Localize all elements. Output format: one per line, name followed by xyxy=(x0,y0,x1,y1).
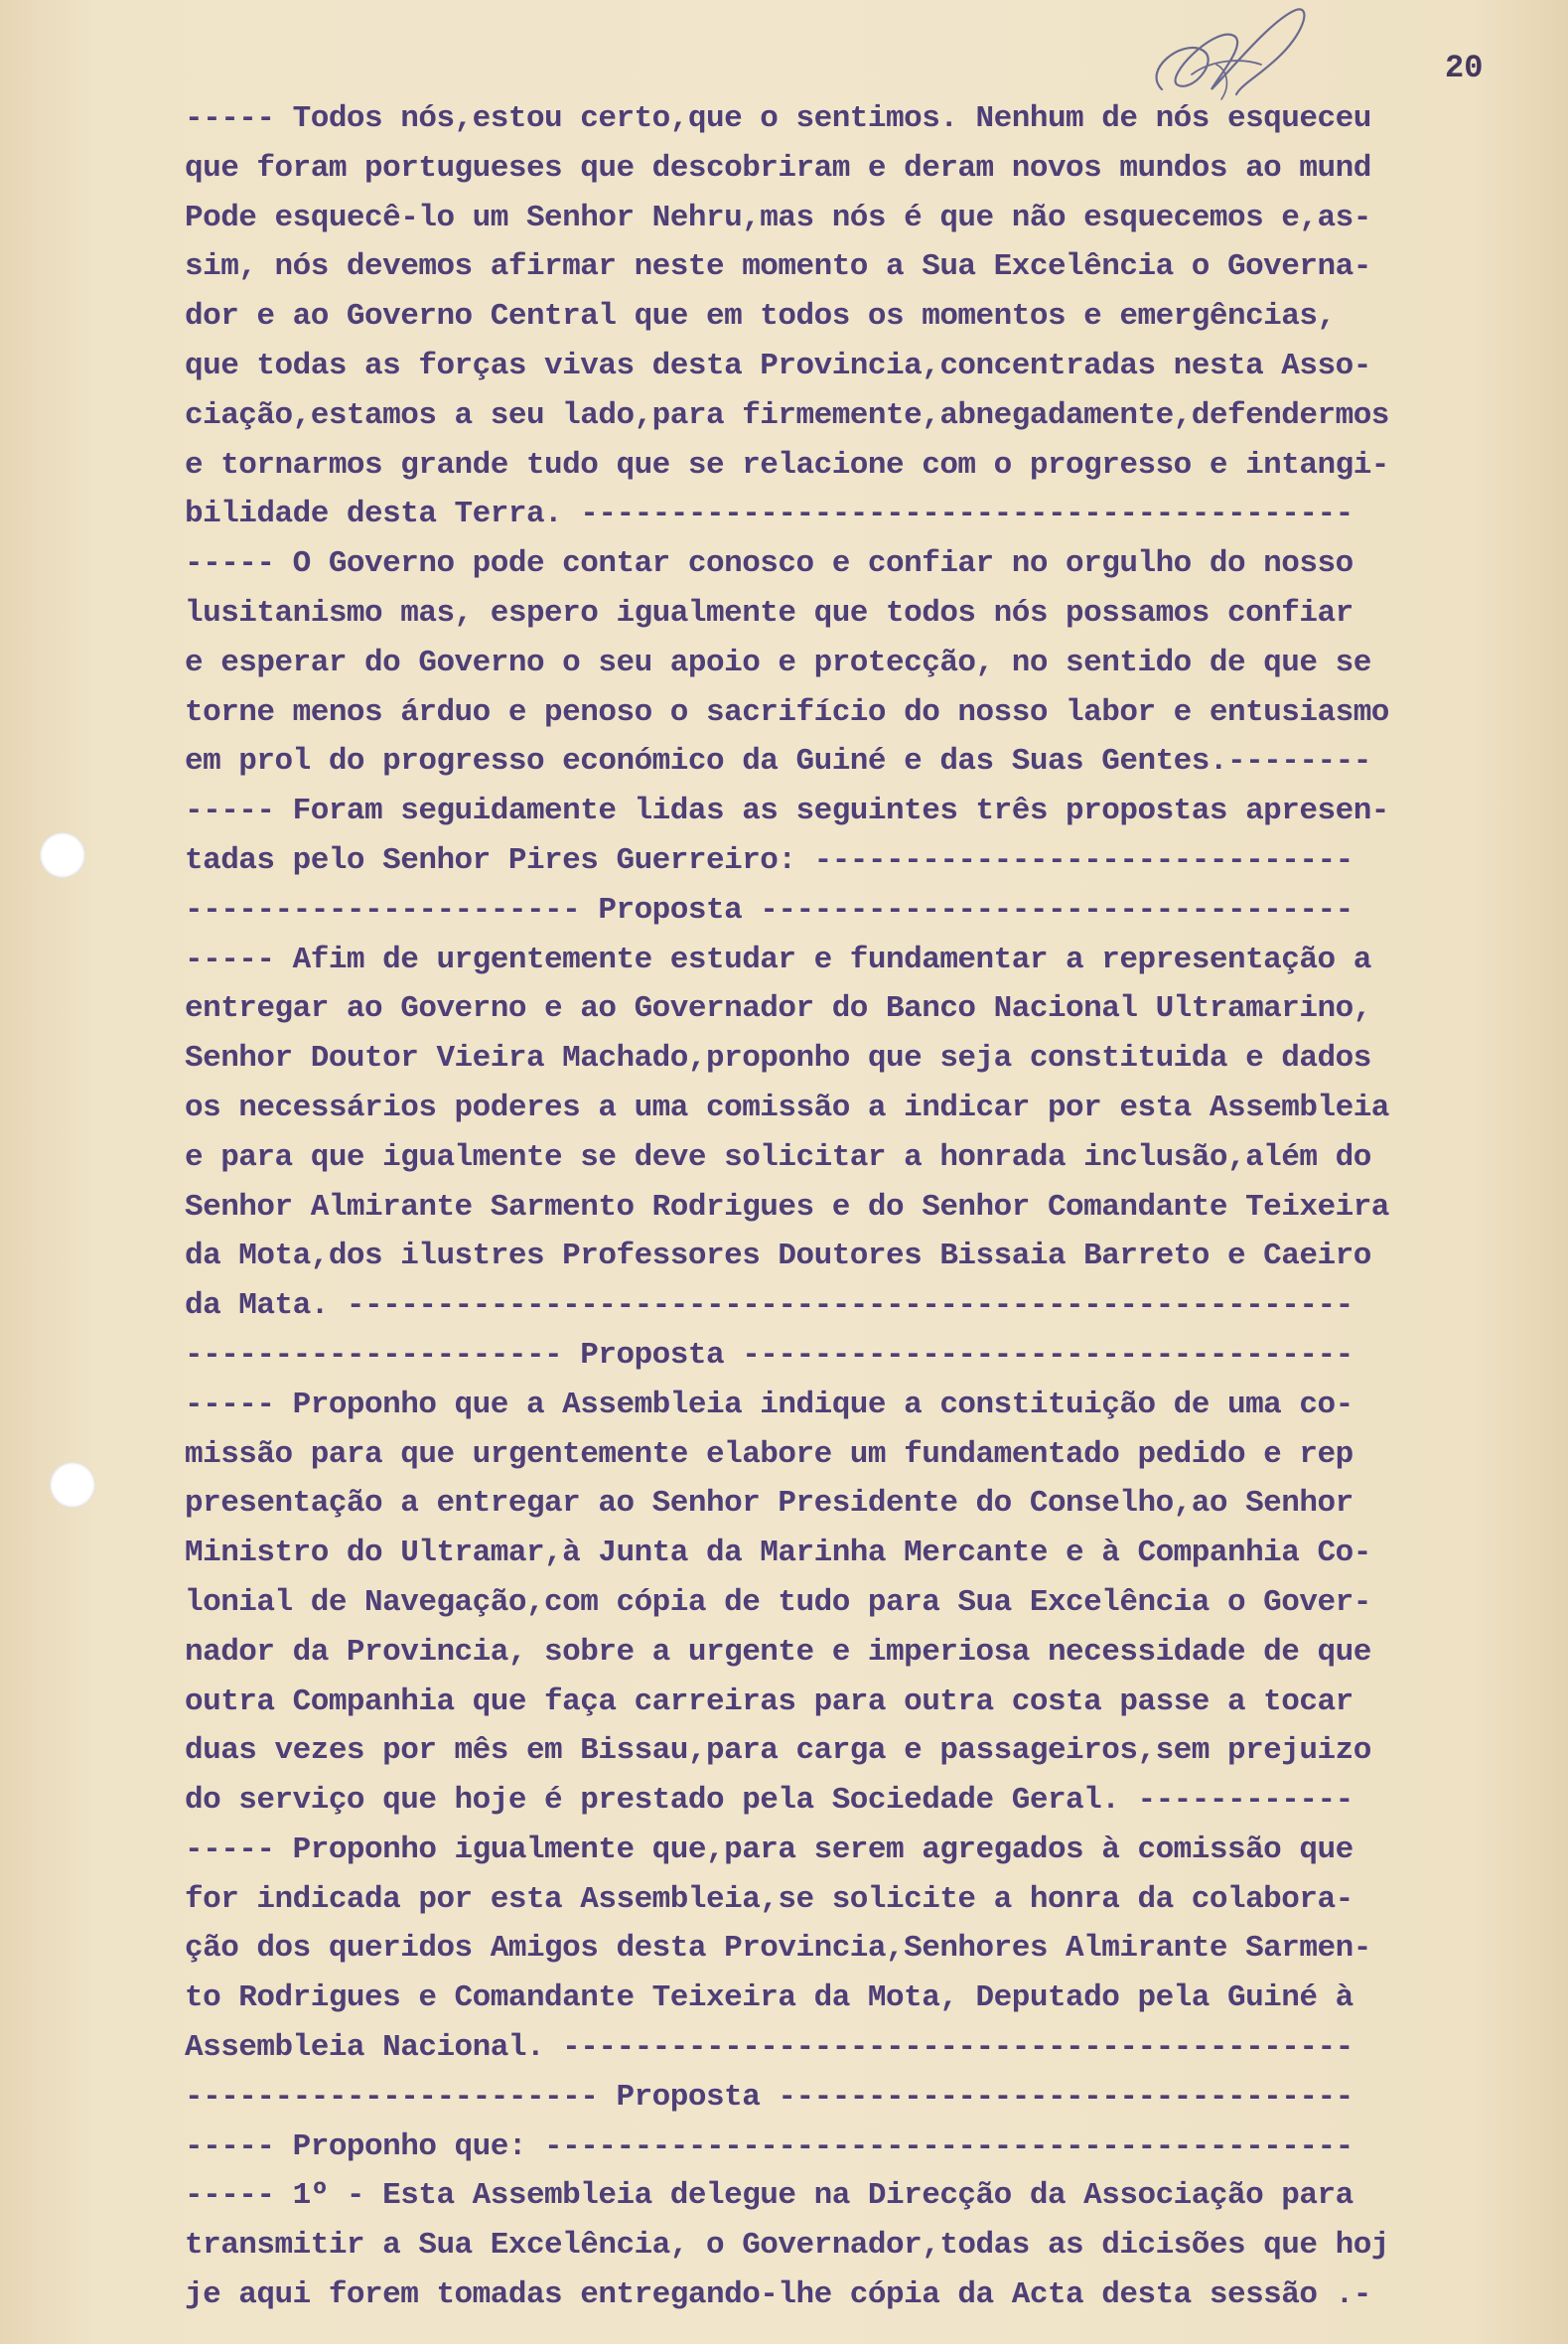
text-line: missão para que urgentemente elabore um fundamentado pedido e rep xyxy=(185,1436,1354,1472)
text-line: sim, nós devemos afirmar neste momento a Sua Excelência o Governa- xyxy=(185,249,1371,285)
text-line: ----- Proponho que: --------------------------------------------- xyxy=(185,2128,1354,2164)
text-line: ciação,estamos a seu lado,para firmemente,abnegadamente,defendermos xyxy=(185,397,1389,433)
text-line: ----- Foram seguidamente lidas as seguintes três propostas apresen- xyxy=(185,794,1389,829)
text-line: Pode esquecê-lo um Senhor Nehru,mas nós é que não esquecemos e,as- xyxy=(185,200,1371,235)
punch-hole-bottom xyxy=(50,1462,95,1508)
text-line: e para que igualmente se deve solicitar a honrada inclusão,além do xyxy=(185,1139,1371,1175)
text-line: presentação a entregar ao Senhor Presidente do Conselho,ao Senhor xyxy=(185,1486,1354,1522)
text-line: bilidade desta Terra. ------------------------------------------- xyxy=(185,497,1354,532)
text-line: duas vezes por mês em Bissau,para carga e passageiros,sem prejuizo xyxy=(185,1733,1371,1769)
text-line: e esperar do Governo o seu apoio e protecção, no sentido de que se xyxy=(185,645,1371,680)
text-line: da Mota,dos ilustres Professores Doutores Bissaia Barreto e Caeiro xyxy=(185,1239,1371,1274)
text-line: que todas as forças vivas desta Provincia,concentradas nesta Asso- xyxy=(185,348,1371,383)
punch-hole-top xyxy=(40,832,85,878)
text-line: ----- Afim de urgentemente estudar e fundamentar a representação a xyxy=(185,942,1371,977)
text-line: ----- O Governo pode contar conosco e confiar no orgulho do nosso xyxy=(185,546,1354,582)
text-line: em prol do progresso económico da Guiné e das Suas Gentes.-------- xyxy=(185,744,1371,780)
text-line: ----- Proponho que a Assembleia indique a constituição de uma co- xyxy=(185,1387,1354,1422)
text-line: lonial de Navegação,com cópia de tudo para Sua Excelência o Gover- xyxy=(185,1584,1371,1620)
text-line: do serviço que hoje é prestado pela Sociedade Geral. ------------ xyxy=(185,1783,1354,1819)
text-line: Senhor Almirante Sarmento Rodrigues e do Senhor Comandante Teixeira xyxy=(185,1189,1389,1225)
text-line: --------------------- Proposta ---------------------------------- xyxy=(185,1337,1354,1373)
text-line: ----------------------- Proposta -------------------------------- xyxy=(185,2079,1354,2115)
text-line: ----- 1º - Esta Assembleia delegue na Direcção da Associação para xyxy=(185,2178,1354,2214)
text-line: Senhor Doutor Vieira Machado,proponho que seja constituida e dados xyxy=(185,1041,1371,1077)
text-line: entregar ao Governo e ao Governador do Banco Nacional Ultramarino, xyxy=(185,991,1371,1027)
typed-minutes-text xyxy=(185,94,1555,2320)
text-line: tadas pelo Senhor Pires Guerreiro: ------------------------------ xyxy=(185,842,1354,878)
text-line: da Mata. -------------------------------------------------------- xyxy=(185,1288,1354,1324)
text-line: outra Companhia que faça carreiras para outra costa passe a tocar xyxy=(185,1684,1354,1719)
text-line: ---------------------- Proposta --------------------------------- xyxy=(185,892,1354,928)
text-line: torne menos árduo e penoso o sacrifício do nosso labor e entusiasmo xyxy=(185,694,1389,730)
text-line: je aqui forem tomadas entregando-lhe cópia da Acta desta sessão .- xyxy=(185,2277,1371,2313)
page-number: 20 xyxy=(1445,50,1484,86)
text-line: Ministro do Ultramar,à Junta da Marinha Mercante e à Companhia Co- xyxy=(185,1536,1371,1571)
text-line: for indicada por esta Assembleia,se solicite a honra da colabora- xyxy=(185,1881,1354,1917)
text-line: e tornarmos grande tudo que se relacione com o progresso e intangi- xyxy=(185,447,1389,483)
text-line: os necessários poderes a uma comissão a indicar por esta Assembleia xyxy=(185,1090,1389,1125)
text-line: ção dos queridos Amigos desta Provincia,Senhores Almirante Sarmen- xyxy=(185,1931,1371,1967)
text-line: Assembleia Nacional. -------------------------------------------- xyxy=(185,2030,1354,2066)
text-line: que foram portugueses que descobriram e deram novos mundos ao mund xyxy=(185,150,1371,186)
text-line: transmitir a Sua Excelência, o Governador,todas as dicisões que hoj xyxy=(185,2228,1389,2264)
text-line: nador da Provincia, sobre a urgente e imperiosa necessidade de que xyxy=(185,1634,1371,1670)
text-line: ----- Todos nós,estou certo,que o sentimos. Nenhum de nós esqueceu xyxy=(185,101,1371,136)
text-line: dor e ao Governo Central que em todos os momentos e emergências, xyxy=(185,299,1336,335)
text-line: lusitanismo mas, espero igualmente que todos nós possamos confiar xyxy=(185,595,1354,631)
text-line: to Rodrigues e Comandante Teixeira da Mota, Deputado pela Guiné à xyxy=(185,1980,1354,2016)
text-line: ----- Proponho igualmente que,para serem agregados à comissão que xyxy=(185,1831,1354,1867)
